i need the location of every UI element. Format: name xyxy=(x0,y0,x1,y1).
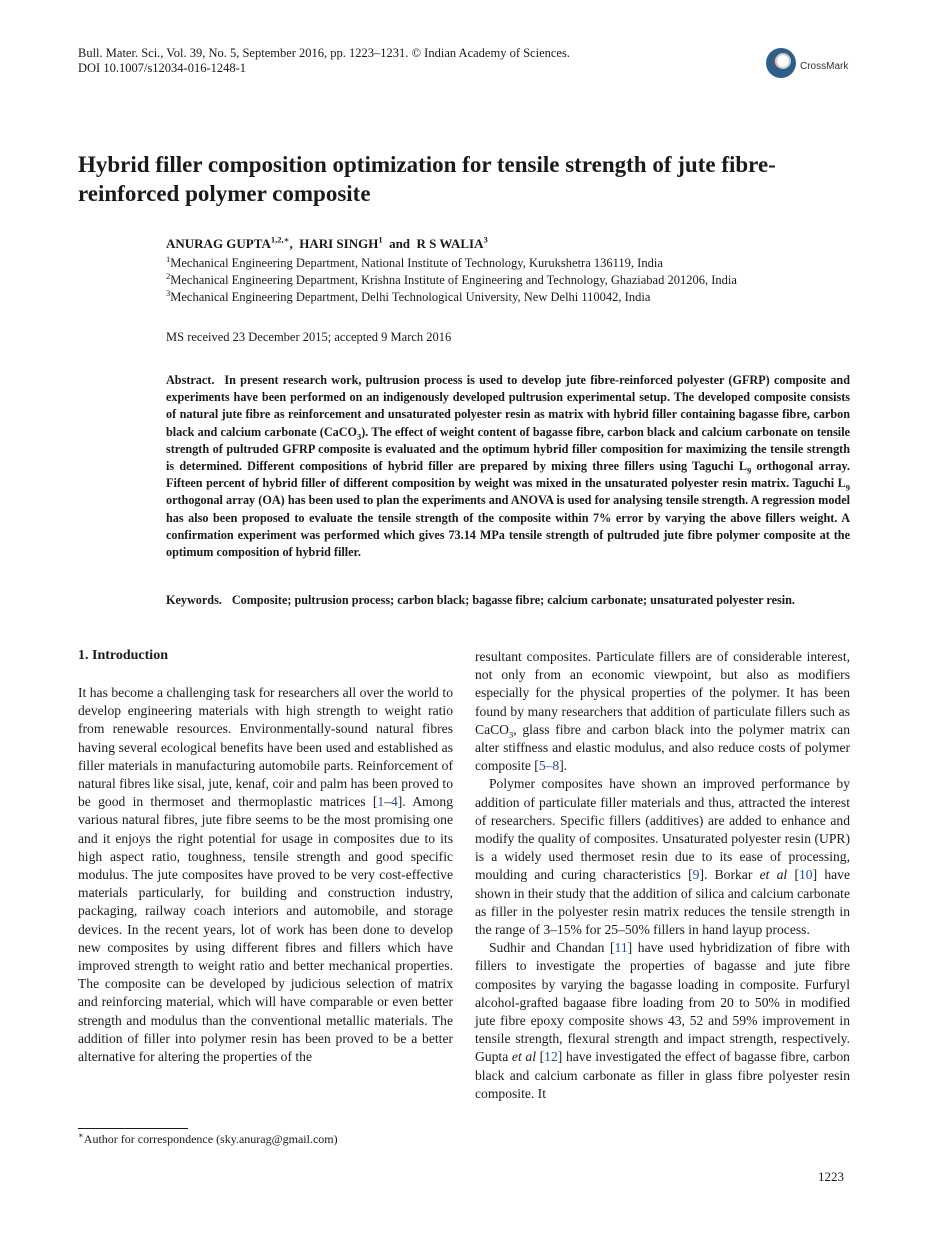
citation-link[interactable]: 5–8 xyxy=(538,758,560,774)
paragraph-text: ] have used hybridization of fibre with fillers to investigate the properties of bagasse and jute fibre composites by varying the bagasse loading in composite. Furfuryl alcohol-grafted bagaase fibre loading from 20 to 50% in modified jute fibre epoxy composite shows 43, 52 and 59% improvement in tensile strength, flexural strength and impact strength, respectively. Gupta xyxy=(475,940,850,1065)
paragraph xyxy=(78,684,453,1066)
affiliation-number: 1 xyxy=(166,253,171,264)
citation-link[interactable]: 11 xyxy=(614,940,628,956)
abstract-text: ). The effect of weight content of bagasse fibre, carbon black and calcium carbonate on tensile strength of pultruded GFRP composite is evaluated and the optimum hybrid filler composition for maximizing the tensile strength is determined. Different compositions of hybrid filler are prepared by mixing three fillers using Taguchi L xyxy=(166,424,850,474)
affiliation-text: Mechanical Engineering Department, Delhi Technological University, New Delhi 110042, India xyxy=(170,290,651,304)
abstract-text: orthogonal array. Fifteen percent of hybrid filler of different composition by weight was mixed in the unsaturated polyester resin matrix. Taguchi L xyxy=(166,459,850,491)
author-name: ANURAG GUPTA xyxy=(166,236,271,251)
author-name: HARI SINGH xyxy=(299,236,379,251)
subscript: 9 xyxy=(746,465,752,476)
affiliation xyxy=(166,255,663,271)
affiliation-text: Mechanical Engineering Department, Krishna Institute of Engineering and Technology, Ghaziabad 201206, India xyxy=(170,273,737,287)
author-conjunction: and xyxy=(389,236,411,251)
author-name: R S WALIA xyxy=(416,236,484,251)
citation-link[interactable]: 1 xyxy=(377,794,385,810)
subscript: 3 xyxy=(357,431,362,442)
doi-line: DOI 10.1007/s12034-016-1248-1 xyxy=(78,61,247,75)
paragraph-text: [ xyxy=(787,867,799,883)
right-column xyxy=(475,648,850,1103)
paragraph-text: resultant composites. Particulate fillers are of considerable interest, not only from an economic viewpoint, but also as modifiers especially for the physical properties of the polymer. It has been found by many researchers that addition of particulate fillers such as CaCO xyxy=(475,649,850,737)
affiliation xyxy=(166,289,650,305)
abstract xyxy=(166,372,850,561)
keywords-label: Keywords. xyxy=(166,593,222,607)
keywords-text: Composite; pultrusion process; carbon black; bagasse fibre; calcium carbonate; unsaturated polyester resin. xyxy=(231,593,795,607)
paragraph-text: It has become a challenging task for researchers all over the world to develop engineering materials with high strength to weight ratio from renewable resources. Environmentally-sound natural fibres having several ecological benefits have been used and established as filler materials in manufacturing automobile parts. Reinforcement of natural fibres like sisal, jute, kenaf, coir and palm has been proved to be good in thermoset and thermoplastic matrices [ xyxy=(78,685,453,810)
affiliation-text: Mechanical Engineering Department, National Institute of Technology, Kurukshetra 136119, India xyxy=(170,256,663,270)
paragraph xyxy=(475,939,850,1103)
author-affiliation-mark: 3 xyxy=(483,234,488,245)
abstract-label: Abstract. xyxy=(166,373,215,387)
paragraph-text: ]. Borkar xyxy=(699,867,760,883)
citation-link[interactable]: 10 xyxy=(798,867,813,883)
keywords xyxy=(166,592,850,609)
citation-link[interactable]: 12 xyxy=(544,1049,558,1065)
crossmark-icon xyxy=(766,48,796,78)
journal-citation-line: Bull. Mater. Sci., Vol. 39, No. 5, September 2016, pp. 1223–1231. © Indian Academy of Sciences. xyxy=(78,46,570,60)
subscript: 3 xyxy=(508,729,514,740)
author-affiliation-mark: 1,2,∗ xyxy=(270,234,290,245)
author-separator: , xyxy=(289,236,293,251)
footnote-mark: ∗ xyxy=(78,1130,84,1140)
paragraph-text: Polymer composites have shown an improved performance by addition of particulate filler materials and thus, attracted the interest of researchers. Specific fillers (additives) are added to enhance and modify the quality of composites. Unsaturated polyester resin (UPR) is a widely used thermoset resin due to its ease of processing, moulding and curing characteristics [ xyxy=(475,776,850,883)
paragraph-text: [ xyxy=(535,1049,545,1065)
received-date: MS received 23 December 2015; accepted 9 March 2016 xyxy=(166,330,452,344)
page-number: 1223 xyxy=(818,1169,844,1184)
paragraph-text: ]. Among various natural fibres, jute fibre seems to be the most promising one and it enjoys the right potential for usage in composites due to its high aspect ratio, toughness, tensile strength and good specific modulus. The jute composites have proved to be very cost-effective materials particularly, for building and construction industry, packaging, railway coach interiors and automobile, and storage devices. In the recent years, lot of work has been done to develop new composites by using different fibres and fillers which have improved strength to weight ratio and better mechanical properties. The composite can be developed by judicious selection of matrix and reinforcing material, which will have comparable or even better strength and modulus than the conventional metallic materials. The addition of filler into polymer resin has been proved to be a better alternative for altering the properties of the xyxy=(78,794,453,1065)
paragraph-text: ] have shown in their study that the addition of silica and calcium carbonate as filler in the polyester resin matrix reduces the tensile strength in the range of 3–15% for 25–50% fillers in hand layup process. xyxy=(475,867,850,938)
et-al: et al xyxy=(511,1049,536,1065)
subscript: 9 xyxy=(845,482,850,493)
citation-dash: – xyxy=(384,794,391,810)
et-al: et al xyxy=(759,867,788,883)
section-heading-introduction: 1. Introduction xyxy=(78,648,168,663)
left-column xyxy=(78,684,453,1066)
author-affiliation-mark: 1 xyxy=(378,234,383,245)
paragraph xyxy=(475,775,850,939)
paper-title: Hybrid filler composition optimization for tensile strength of jute fibre-reinforced polymer composite xyxy=(78,152,776,206)
abstract-text: orthogonal array (OA) has been used to plan the experiments and ANOVA is used for analysing tensile strength. A regression model has also been proposed to evaluate the tensile strength of the composite within 7% error by varying the above fillers weight. A confirmation experiment was performed which gives 73.14 MPa tensile strength of pultruded jute fibre polymer composite at the optimum composition of hybrid filler. xyxy=(166,493,850,560)
crossmark-badge[interactable] xyxy=(766,48,876,82)
abstract-text: In present research work, pultrusion process is used to develop jute fibre-reinforced polyester (GFRP) composite and experiments have been performed on an indigenously developed pultrusion experimental setup. The developed composite consists of natural jute fibre as reinforcement and unsaturated polyester resin as matrix with hybrid filler containing bagasse fibre, carbon black and calcium carbonate (CaCO xyxy=(166,373,850,439)
paragraph-text: ]. xyxy=(559,758,568,774)
footnote xyxy=(78,1132,338,1147)
affiliation-number: 2 xyxy=(166,270,171,281)
footnote-rule xyxy=(78,1128,188,1129)
citation-link[interactable]: 9 xyxy=(692,867,700,883)
paragraph-text: , glass fibre and carbon black into the polymer matrix can alter stiffness and elastic modulus, and also reduce costs of polymer composite [ xyxy=(475,721,850,774)
paragraph-text: Sudhir and Chandan [ xyxy=(489,940,615,956)
paragraph xyxy=(475,648,850,775)
affiliation-number: 3 xyxy=(166,287,171,298)
affiliation xyxy=(166,272,737,288)
footnote-text: Author for correspondence (sky.anurag@gmail.com) xyxy=(83,1132,338,1146)
author-list xyxy=(166,236,488,252)
crossmark-label: CrossMark xyxy=(800,61,849,72)
citation-link[interactable]: 4 xyxy=(390,794,398,810)
paragraph-text: ] have investigated the effect of bagasse fibre, carbon black and calcium carbonate as filler in glass fibre polyester resin composite. It xyxy=(475,1049,850,1101)
